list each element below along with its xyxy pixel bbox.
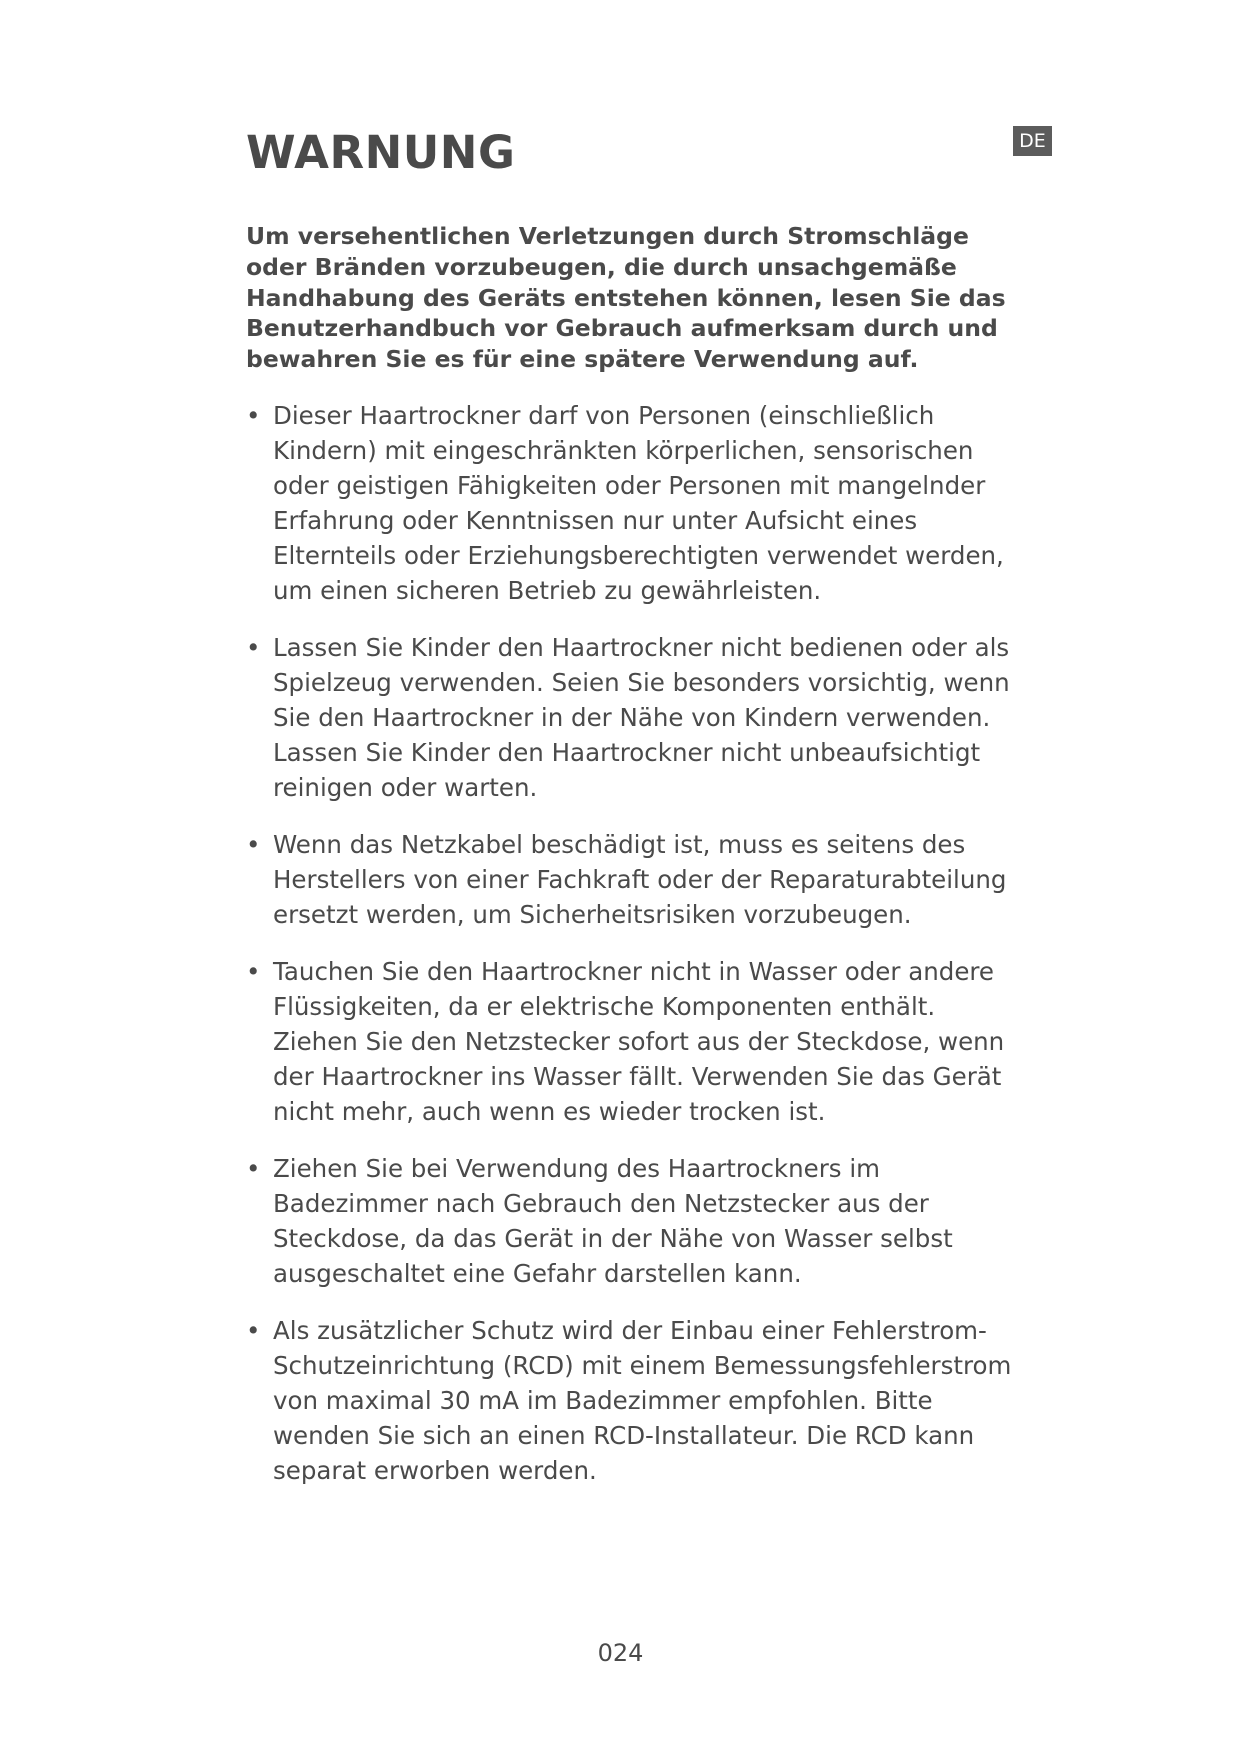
warning-list [246, 398, 1016, 1510]
warning-item-4 [246, 954, 1016, 1129]
language-badge: DE [1013, 126, 1052, 156]
bullet-icon: • [246, 1316, 261, 1345]
warning-item-text: Tauchen Sie den Haartrockner nicht in Wasser oder andere Flüssigkeiten, da er elektrische Komponenten enthält. Ziehen Sie den Netzstecker sofort aus der Steckdose, wenn der Haartrockner ins Wasser fällt. Verwenden Sie das Gerät nicht mehr, auch wenn es wieder trocken ist. [273, 957, 1005, 1126]
warning-item-6 [246, 1313, 1016, 1488]
warning-item-text: Lassen Sie Kinder den Haartrockner nicht bedienen oder als Spielzeug verwenden. Seien Sie besonders vorsichtig, wenn Sie den Haartrockner in der Nähe von Kindern verwenden. Lassen Sie Kinder den Haartrockner nicht unbeaufsichtigt reinigen oder warten. [273, 633, 1010, 802]
page-number: 024 [597, 1639, 644, 1667]
bullet-icon: • [246, 633, 261, 662]
warning-item-text: Als zusätzlicher Schutz wird der Einbau einer Fehlerstrom-Schutzeinrichtung (RCD) mit einem Bemessungsfehlerstrom von maximal 30 mA im Badezimmer empfohlen. Bitte wenden Sie sich an einen RCD-Installateur. Die RCD kann separat erworben werden. [273, 1316, 1012, 1485]
warning-item-3 [246, 827, 1016, 932]
warning-item-text: Ziehen Sie bei Verwendung des Haartrockners im Badezimmer nach Gebrauch den Netzstecker aus der Steckdose, da das Gerät in der Nähe von Wasser selbst ausgeschaltet eine Gefahr darstellen kann. [273, 1154, 953, 1288]
bullet-icon: • [246, 957, 261, 986]
warning-item-2 [246, 630, 1016, 805]
bullet-icon: • [246, 830, 261, 859]
page-title: WARNUNG [246, 126, 516, 179]
warning-item-text: Dieser Haartrockner darf von Personen (einschließlich Kindern) mit eingeschränkten körperlichen, sensorischen oder geistigen Fähigkeiten oder Personen mit mangelnder Erfahrung oder Kenntnissen nur unter Aufsicht eines Elternteils oder Erziehungsberechtigten verwendet werden, um einen sicheren Betrieb zu gewährleisten. [273, 401, 1004, 605]
warning-item-1 [246, 398, 1016, 608]
bullet-icon: • [246, 1154, 261, 1183]
warning-item-5 [246, 1151, 1016, 1291]
warning-intro: Um versehentlichen Verletzungen durch Stromschläge oder Bränden vorzubeugen, die durch unsachgemäße Handhabung des Geräts entstehen können, lesen Sie das Benutzerhandbuch vor Gebrauch aufmerksam durch und bewahren Sie es für eine spätere Verwendung auf. [246, 222, 1006, 374]
warning-item-text: Wenn das Netzkabel beschädigt ist, muss es seitens des Herstellers von einer Fachkraft oder der Reparaturabteilung ersetzt werden, um Sicherheitsrisiken vorzubeugen. [273, 830, 1007, 929]
bullet-icon: • [246, 401, 261, 430]
